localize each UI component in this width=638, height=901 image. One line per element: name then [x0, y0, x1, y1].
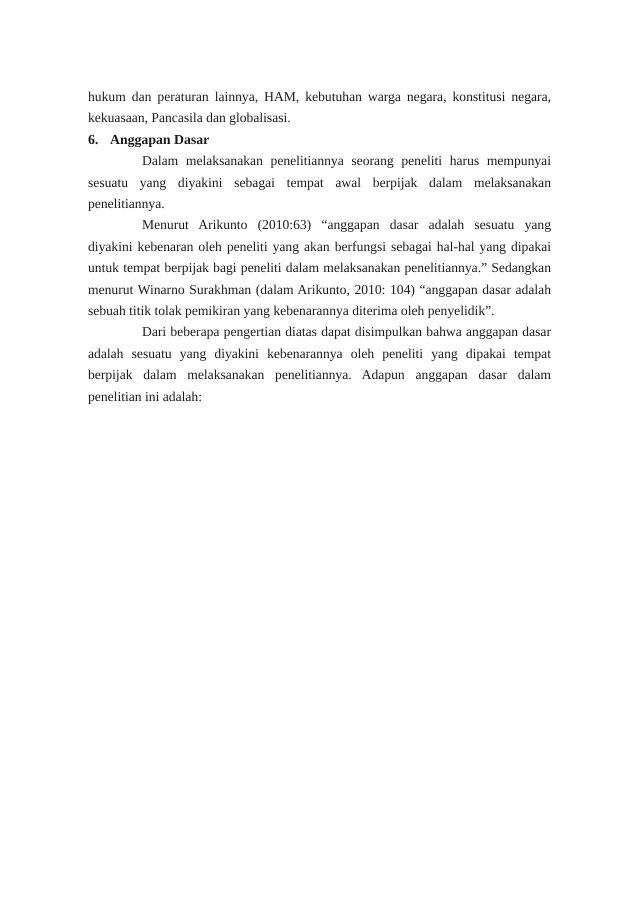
intro-paragraph: hukum dan peraturan lainnya, HAM, kebutuhan warga negara, konstitusi negara, kekuasaan, Pancasila dan globalisasi.: [88, 89, 551, 126]
section-title: Anggapan Dasar: [110, 131, 210, 147]
paragraph-2: Menurut Arikunto (2010:63) “anggapan dasar adalah sesuatu yang diyakini kebenaran oleh peneliti yang akan berfungsi sebagai hal-hal yang dipakai untuk tempat berpijak bagi peneliti dalam melaksanakan penelitiannya.” Sedangkan menurut Winarno Surakhman (dalam Arikunto, 2010: 104) “anggapan dasar adalah sebuah titik tolak pemikiran yang kebenarannya diterima oleh penyelidik”.: [88, 217, 551, 319]
paragraph-3: Dari beberapa pengertian diatas dapat disimpulkan bahwa anggapan dasar adalah sesuatu yang diyakini kebenarannya oleh peneliti yang dipakai tempat berpijak dalam melaksanakan penelitiannya. Adapun anggapan dasar dalam penelitian ini adalah:: [88, 324, 551, 404]
document-page: [88, 86, 551, 407]
section-number: 6.: [88, 131, 99, 147]
paragraph-1: Dalam melaksanakan penelitiannya seorang peneliti harus mempunyai sesuatu yang diyakini sebagai tempat awal berpijak dalam melaksanakan penelitiannya.: [88, 153, 551, 212]
section-heading: [88, 129, 551, 150]
